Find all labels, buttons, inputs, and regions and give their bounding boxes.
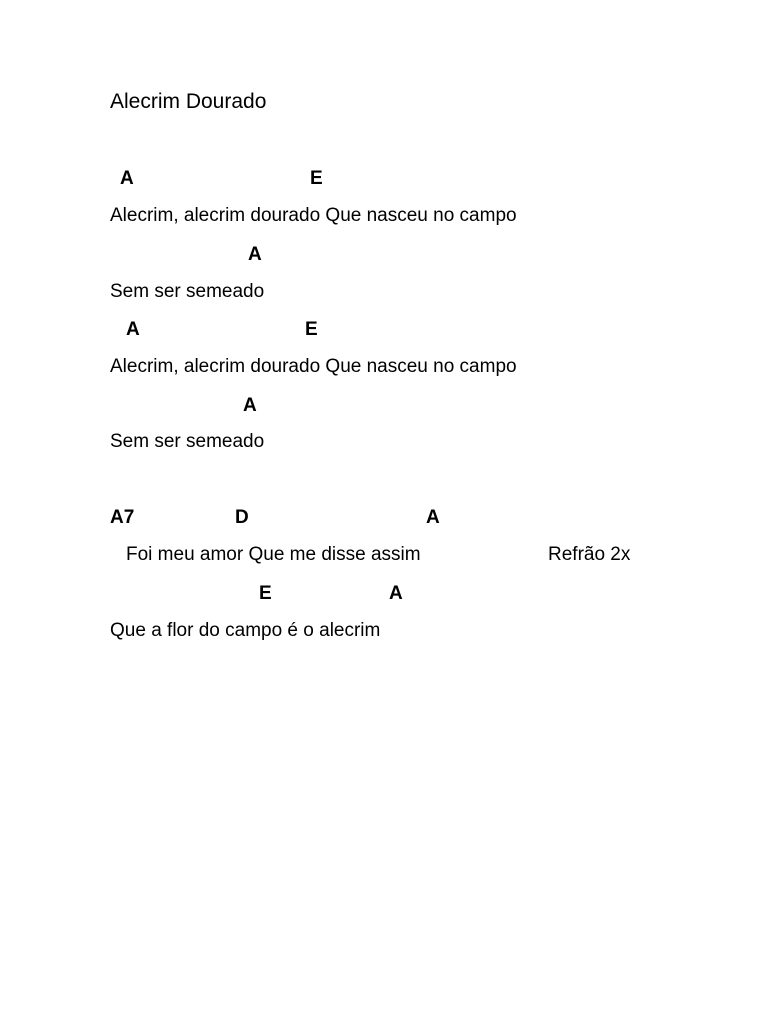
chord: E [305, 319, 318, 340]
song-title: Alecrim Dourado [110, 90, 267, 113]
chord: A [389, 583, 403, 604]
lyric-line: Alecrim, alecrim dourado Que nasceu no campo [110, 356, 517, 377]
lyric-line: Sem ser semeado [110, 431, 265, 452]
lyric-line: Alecrim, alecrim dourado Que nasceu no campo [110, 205, 517, 226]
refrain-note: Refrão 2x [548, 544, 631, 565]
chord: A [426, 507, 440, 528]
lyric-line: Sem ser semeado [110, 281, 265, 302]
chord: A [243, 395, 257, 416]
lyric-line: Que a flor do campo é o alecrim [110, 620, 381, 641]
lyric-line: Foi meu amor Que me disse assim [126, 544, 421, 565]
chord: E [259, 583, 272, 604]
chord: A7 [110, 507, 135, 528]
chord: A [126, 319, 140, 340]
chord: A [248, 244, 262, 265]
chord: D [235, 507, 249, 528]
chord: A [120, 168, 134, 189]
chord: E [310, 168, 323, 189]
